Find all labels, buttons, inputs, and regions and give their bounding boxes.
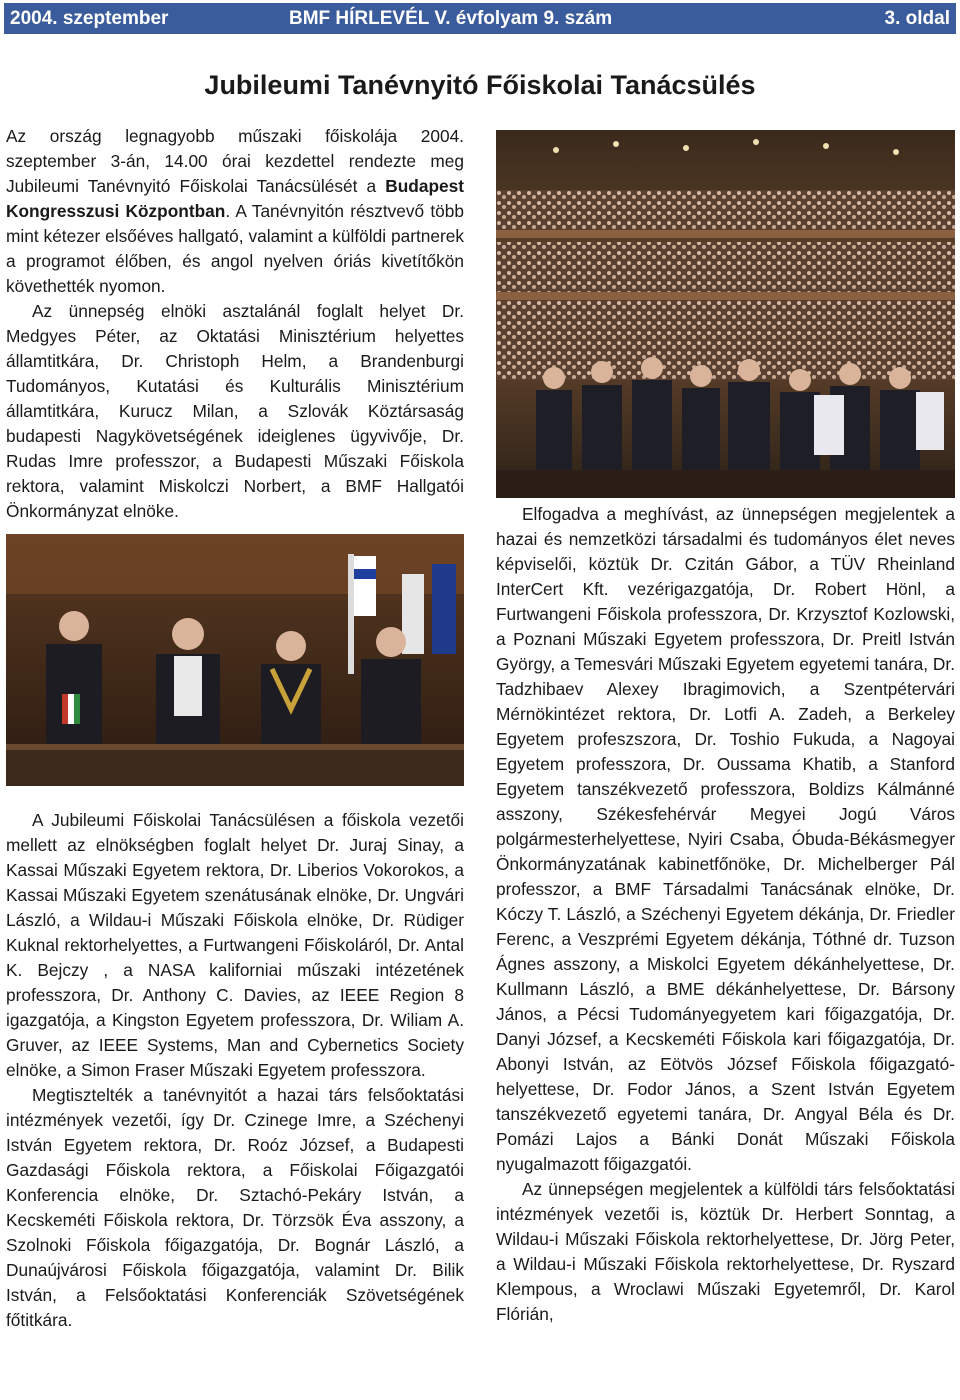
intro-paragraph bbox=[6, 124, 464, 299]
publication-name: BMF HÍRLEVÉL V. évfolyam 9. szám bbox=[289, 8, 613, 29]
page-header bbox=[4, 3, 956, 34]
presidium-paragraph: Az ünnepség elnöki asztalánál foglalt helyet Dr. Medgyes Péter, az Oktatási Minisztérium helyettes államtitkára, Dr. Christoph Helm, a Brandenburgi Tudományos, Kutatási és Kulturális Minisztérium államtitkára, Kurucz Milan, a Szlovák Köztársaság budapesti Nagykövetségének ideiglenes ügyvivője, Dr. Rudas Imre professzor, a Budapesti Műszaki Főiskola rektora, valamint Miskolczi Norbert, a BMF Hallgatói Önkormányzat elnöke. bbox=[6, 301, 464, 521]
right-column bbox=[496, 130, 955, 1327]
guests-paragraph: A Jubileumi Főiskolai Tanácsülésen a főiskola vezetői mellett az elnökségben foglalt helyet Dr. Juraj Sinay, a Kassai Műszaki Egyetem rektora, Dr. Liberios Vokorokos, a Kassai Műszaki Egyetem szenátusának elnöke, Dr. Ungvári László, a Wildau-i Műszaki Főiskola elnöke, Dr. Rüdiger Kuknal rektorhelyettes, a Furtwangeni Főiskoláról, Dr. Antal K. Bejczy , a NASA kaliforniai műszaki intézetének professzora, Dr. Anthony C. Davies, az IEEE Region 8 igazgatója, a Kingston Egyetem professzora, Dr. Wiliam A. Gruver, az IEEE Systems, Man and Cybernetics Society elnöke, a Simon Fraser Műszaki Egyetem professzora. bbox=[6, 810, 464, 1080]
foreign-leaders-paragraph: Az ünnepségen megjelentek a külföldi társ felsőoktatási intézmények vezetői is, köztük Dr. Herbert Sonntag, a Wildau-i Műszaki Főiskola rektorhelyettese, Dr. Jörg Peter, a Wildau-i Műszaki Főiskola rektorhelyettese, Dr. Ryszard Klempous, a Wroclawi Műszaki Egyetemről, Dr. Karol Flórián, bbox=[496, 1179, 955, 1324]
presidium-photo bbox=[6, 534, 464, 786]
intro-text-start: Az ország legnagyobb műszaki főiskolája 2004. szeptember 3-án, 14.00 órai kezdettel rendezte meg Jubileumi Tanévnyitó Főiskolai Tanácsülését a bbox=[6, 126, 464, 196]
intro-text-end: . A Tanévnyitón résztvevő több mint kétezer elsőéves hallgató, valamint a külföldi partnerek a programot élőben, és angol nyelven óriás kivetítőkön követhették nyomon. bbox=[6, 201, 464, 296]
domestic-leaders-paragraph: Megtisztelték a tanévnyitót a hazai társ felsőoktatási intézmények vezetői, így Dr. Czinege Imre, a Széchenyi István Egyetem rektora, Dr. Roóz József, a Budapesti Gazdasági Főiskola rektora, a Főiskolai Főigazgatói Konferencia elnöke, Dr. Sztachó-Pekáry István, a Kecskeméti Főiskola rektora, Dr. Törzsök Éva asszony, a Szolnoki Főiskola főigazgatója, Dr. Bognár László, a Dunaújvárosi Főiskola főigazgatója, valamint Dr. Bilik István, a Felsőoktatási Konferenciák Szövetségének főtitkára. bbox=[6, 1085, 464, 1330]
issue-date: 2004. szeptember bbox=[10, 8, 169, 29]
left-column bbox=[6, 124, 464, 1333]
congress-hall-photo bbox=[496, 130, 955, 498]
article-title: Jubileumi Tanévnyitó Főiskolai Tanácsülés bbox=[204, 70, 756, 100]
venue-name: Budapest Kongresszusi Központban bbox=[6, 176, 464, 221]
public-figures-paragraph: Elfogadva a meghívást, az ünnepségen megjelentek a hazai és nemzetközi társadalmi és tudományos élet neves képviselői, köztük Dr. Czitán Gábor, a TÜV Rheinland InterCert Kft. vezérigazgatója, Dr. Robert Hönl, a Furtwangeni Főiskola professzora, Dr. Krzysztof Kozlowski, a Poznani Műszaki Egyetem professzora, Dr. Preitl István György, a Temesvári Műszaki Egyetem egyetemi tanára, Dr. Tadzhibaev Alexey Ibragimovich, a Szentpétervári Mérnökintézet rektora, Dr. Lotfi A. Zadeh, a Berkeley Egyetem profeszszora, Dr. Toshio Fukuda, a Nagoyai Egyetem professzora, Dr. Oussama Khatib, a Stanford Egyetem tanszékvezető professzora, Boldizs Kálmánné asszony, Székesfehérvár Megyei Jogú Város polgármesterhelyettese, Nyiri Csaba, Óbuda-Békásmegyer Önkormányzatának kabinetfőnöke, Dr. Michelberger Pál professzor, a BMF Társadalmi Tanácsának elnöke, Dr. Kóczy T. László, a Széchenyi Egyetem dékánja, Dr. Friedler Ferenc, a Veszprémi Egyetem dékánja, Tóthné dr. Tuzson Ágnes asszony, a Miskolci Egyetem dékánhelyettese, Dr. Kullmann László, a BME dékánhelyettese, Dr. Bársony János, a Pécsi Tudományegyetem kari főigazgatója, Dr. Danyi József, a Kecskeméti Főiskola kari főigazgatója, Dr. Abonyi István, az Eötvös József Főiskola főigazgató-helyettese, Dr. Fodor János, a Szent István Egyetem tanszékvezető egyetemi tanára, Dr. Angyal Béla és Dr. Pomázi Lajos a Bánki Donát Műszaki Főiskola nyugalmazott főigazgatói. bbox=[496, 504, 955, 1174]
page-number: 3. oldal bbox=[884, 8, 950, 29]
